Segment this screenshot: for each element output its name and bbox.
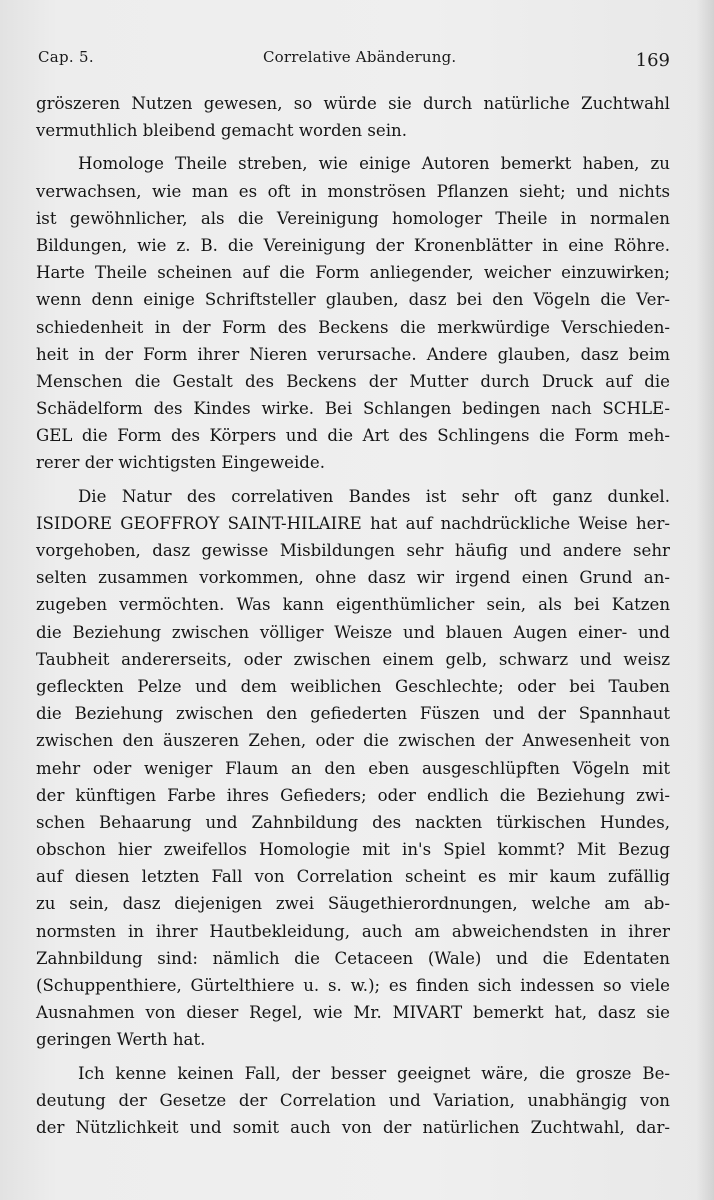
text-line: vermuthlich bleibend gemacht worden sein. bbox=[36, 121, 407, 141]
text-line: Zahnbildung sind: nämlich die Cetaceen (Wale) und die Edentaten bbox=[36, 948, 670, 968]
page-number: 169 bbox=[635, 50, 670, 71]
text-line: deutung der Gesetze der Correlation und Variation, unabhängig von bbox=[36, 1090, 670, 1110]
text-line: GEL die Form des Körpers und die Art des Schlingens die Form meh- bbox=[36, 426, 670, 446]
chapter-label: Cap. 5. bbox=[38, 48, 94, 66]
text-line: Bildungen, wie z. B. die Vereinigung der Kronenblätter in eine Röhre. bbox=[36, 235, 670, 255]
text-line: gröszeren Nutzen gewesen, so würde sie durch natürliche Zuchtwahl bbox=[36, 94, 670, 113]
text-line: schiedenheit in der Form des Beckens die merkwürdige Verschieden- bbox=[36, 317, 670, 337]
text-line: obschon hier zweifellos Homologie mit in's Spiel kommt? Mit Bezug bbox=[36, 840, 670, 860]
text-line: zwischen den äuszeren Zehen, oder die zwischen der Anwesenheit von bbox=[36, 731, 670, 751]
page-edge-shadow bbox=[696, 0, 714, 1200]
text-line: Taubheit andererseits, oder zwischen einem gelb, schwarz und weisz bbox=[36, 649, 670, 669]
text-line: zu sein, dasz diejenigen zwei Säugethierordnungen, welche am ab- bbox=[36, 894, 670, 914]
text-line: Harte Theile scheinen auf die Form anliegender, weicher einzuwirken; bbox=[36, 263, 670, 283]
paragraph-4 bbox=[36, 1060, 670, 1142]
text-line: gefleckten Pelze und dem weiblichen Geschlechte; oder bei Tauben bbox=[36, 676, 670, 696]
text-line: selten zusammen vorkommen, ohne dasz wir irgend einen Grund an- bbox=[36, 568, 670, 588]
text-line: normsten in ihrer Hautbekleidung, auch am abweichendsten in ihrer bbox=[36, 921, 670, 941]
paragraph-3 bbox=[36, 483, 670, 1054]
text-line: vorgehoben, dasz gewisse Misbildungen sehr häufig und andere sehr bbox=[36, 541, 670, 560]
text-line: ISIDORE GEOFFROY SAINT-HILAIRE hat auf nachdrückliche Weise her- bbox=[36, 513, 670, 533]
text-line: heit in der Form ihrer Nieren verursache. Andere glauben, dasz beim bbox=[36, 344, 670, 364]
body-text bbox=[36, 90, 670, 1141]
text-line: zugeben vermöchten. Was kann eigenthümlicher sein, als bei Katzen bbox=[36, 595, 670, 615]
text-line: der Nützlichkeit und somit auch von der natürlichen Zuchtwahl, dar- bbox=[36, 1117, 670, 1137]
text-line: Homologe Theile streben, wie einige Autoren bemerkt haben, zu bbox=[78, 154, 670, 174]
text-line: die Beziehung zwischen den gefiederten Füszen und der Spannhaut bbox=[36, 704, 670, 724]
text-line: mehr oder weniger Flaum an den eben ausgeschlüpften Vögeln mit bbox=[36, 758, 670, 778]
text-line: rerer der wichtigsten Eingeweide. bbox=[36, 453, 326, 473]
text-line: Ich kenne keinen Fall, der besser geeignet wäre, die grosze Be- bbox=[78, 1063, 670, 1083]
text-line: ist gewöhnlicher, als die Vereinigung homologer Theile in normalen bbox=[36, 208, 670, 228]
text-line: der künftigen Farbe ihres Gefieders; oder endlich die Beziehung zwi- bbox=[36, 785, 670, 805]
text-line: Menschen die Gestalt des Beckens der Mutter durch Druck auf die bbox=[36, 371, 670, 391]
running-title: Correlative Abänderung. bbox=[263, 48, 457, 66]
text-line: wenn denn einige Schriftsteller glauben, dasz bei den Vögeln die Ver- bbox=[36, 290, 670, 310]
text-line: die Beziehung zwischen völliger Weisze und blauen Augen einer- und bbox=[36, 622, 670, 642]
text-line: auf diesen letzten Fall von Correlation scheint es mir kaum zufällig bbox=[36, 867, 670, 887]
text-line: Schädelform des Kindes wirke. Bei Schlangen bedingen nach SCHLE- bbox=[36, 399, 670, 419]
running-header bbox=[38, 46, 670, 76]
text-line: schen Behaarung und Zahnbildung des nackten türkischen Hundes, bbox=[36, 812, 670, 832]
text-line: Ausnahmen von dieser Regel, wie Mr. MIVART bemerkt hat, dasz sie bbox=[36, 1003, 670, 1023]
text-line: geringen Werth hat. bbox=[36, 1030, 206, 1050]
text-line: Die Natur des correlativen Bandes ist sehr oft ganz dunkel. bbox=[78, 486, 670, 506]
paragraph-1 bbox=[36, 90, 670, 144]
text-line: (Schuppenthiere, Gürtelthiere u. s. w.); es finden sich indessen so viele bbox=[36, 976, 670, 995]
text-line: verwachsen, wie man es oft in monströsen Pflanzen sieht; und nichts bbox=[36, 181, 670, 201]
paragraph-2 bbox=[36, 150, 670, 476]
